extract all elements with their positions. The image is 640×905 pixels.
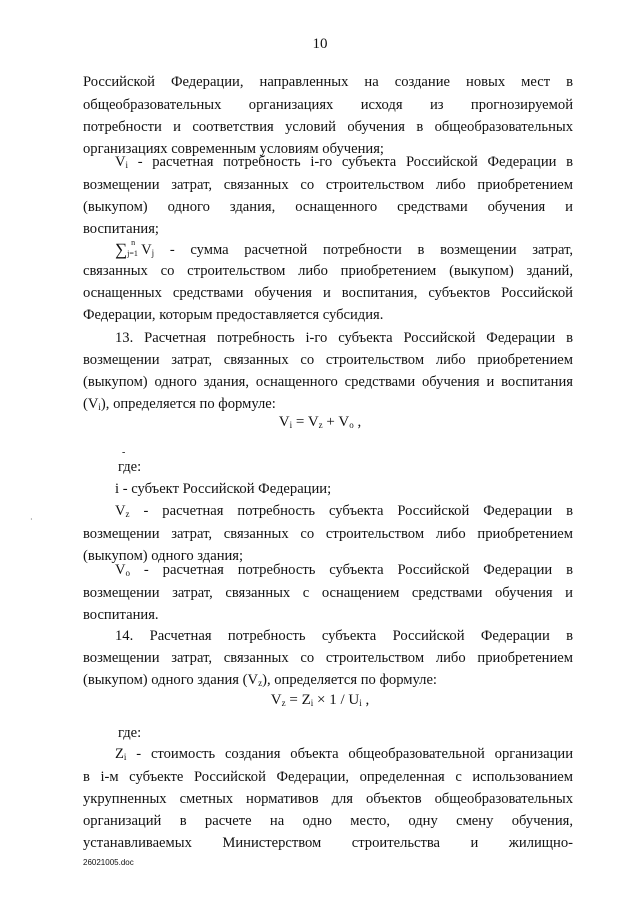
- text-line: - расчетная потребность i-го субъекта Российской Федерации в: [128, 154, 573, 170]
- text-line: Российской Федерации, направленных на создание новых мест в: [83, 74, 573, 90]
- text-line: оснащенных средствами обучения и воспитания, субъектов Российской: [83, 285, 573, 301]
- def-vz: $V_z$ - расчетная потребность субъекта Российской Федерации в: [115, 503, 573, 519]
- text-line: потребности и соответствия условий обучения в общеобразовательных: [83, 119, 573, 135]
- formula-vz: $V_z = Z_i \times 1 / U_i$ ,: [270, 692, 370, 708]
- text-line: возмещении затрат, связанных с оснащением средствами обучения и: [83, 585, 573, 601]
- text-line: (выкупом) одного здания;: [83, 548, 244, 564]
- def-vi: $V_i$ - расчетная потребность i-го субъекта Российской Федерации в: [115, 154, 573, 170]
- text-line: i - субъект Российской Федерации;: [115, 481, 332, 497]
- text-line: воспитания.: [83, 607, 159, 623]
- vz-ref-line: (выкупом) одного здания $(V_z)$, определяется по формуле:: [83, 672, 437, 688]
- text-line: Федерации, которым предоставляется субсидия.: [83, 307, 384, 323]
- text-line: (выкупом) одного здания, оснащенного средствами обучения и: [83, 199, 573, 215]
- text-line: организаций в расчете на одно место, одну смену обучения,: [83, 813, 573, 829]
- text-line: связанных со строительством либо приобретением (выкупом) зданий,: [83, 263, 573, 279]
- text-line: в i-м субъекте Российской Федерации, определенная с использованием: [83, 769, 573, 785]
- footer-filename: 26021005.doc: [83, 858, 134, 867]
- text-line: ), определяется по формуле:: [262, 672, 437, 688]
- page-number: 10: [312, 36, 328, 52]
- text-line: - расчетная потребность субъекта Российской Федерации в: [130, 562, 573, 578]
- text-line: воспитания;: [83, 221, 159, 237]
- def-vo: $V_o$ - расчетная потребность субъекта Российской Федерации в: [115, 562, 573, 578]
- text-line: ), определяется по формуле:: [100, 396, 276, 412]
- text-line: возмещении затрат, связанных со строительством либо приобретением: [83, 352, 573, 368]
- vi-ref-line: $(V_i)$, определяется по формуле:: [83, 396, 276, 412]
- text-line: возмещении затрат, связанных со строительством либо приобретением: [83, 526, 573, 542]
- def-sum: ∑ n j=1 $V_j$ - сумма расчетной потребности в возмещении затрат,: [115, 238, 573, 259]
- stray-mark: -: [122, 447, 126, 458]
- def-zi: $Z_i$ - стоимость создания объекта общеобразовательной организации: [115, 746, 573, 762]
- text-line: общеобразовательных организациях исходя из прогнозируемой: [83, 97, 573, 113]
- text-line: укрупненных сметных нормативов для объектов общеобразовательных: [83, 791, 573, 807]
- text-line: (выкупом) одного здания (: [83, 672, 248, 688]
- text-line: - стоимость создания объекта общеобразовательной организации: [126, 746, 573, 762]
- margin-mark: ·: [30, 515, 33, 524]
- text-line: устанавливаемых Министерством строительства и жилищно-: [83, 835, 573, 851]
- text-line: - сумма расчетной потребности в возмещении затрат,: [154, 242, 573, 258]
- text-line: (выкупом) одного здания, оснащенного средствами обучения и воспитания: [83, 374, 573, 390]
- text-line: - расчетная потребность субъекта Российской Федерации в: [129, 503, 573, 519]
- text-line: 13. Расчетная потребность i-го субъекта Российской Федерации в: [115, 330, 573, 346]
- text-line: возмещении затрат, связанных со строительством либо приобретением: [83, 650, 573, 666]
- text-line: где:: [118, 725, 142, 741]
- text-line: где:: [118, 459, 142, 475]
- formula-vi: $V_i = V_z + V_o$ ,: [278, 414, 362, 430]
- text-line: организациях современным условиям обучения;: [83, 141, 384, 157]
- text-line: 14. Расчетная потребность субъекта Российской Федерации в: [115, 628, 573, 644]
- text-line: возмещении затрат, связанных со строительством либо приобретением: [83, 177, 573, 193]
